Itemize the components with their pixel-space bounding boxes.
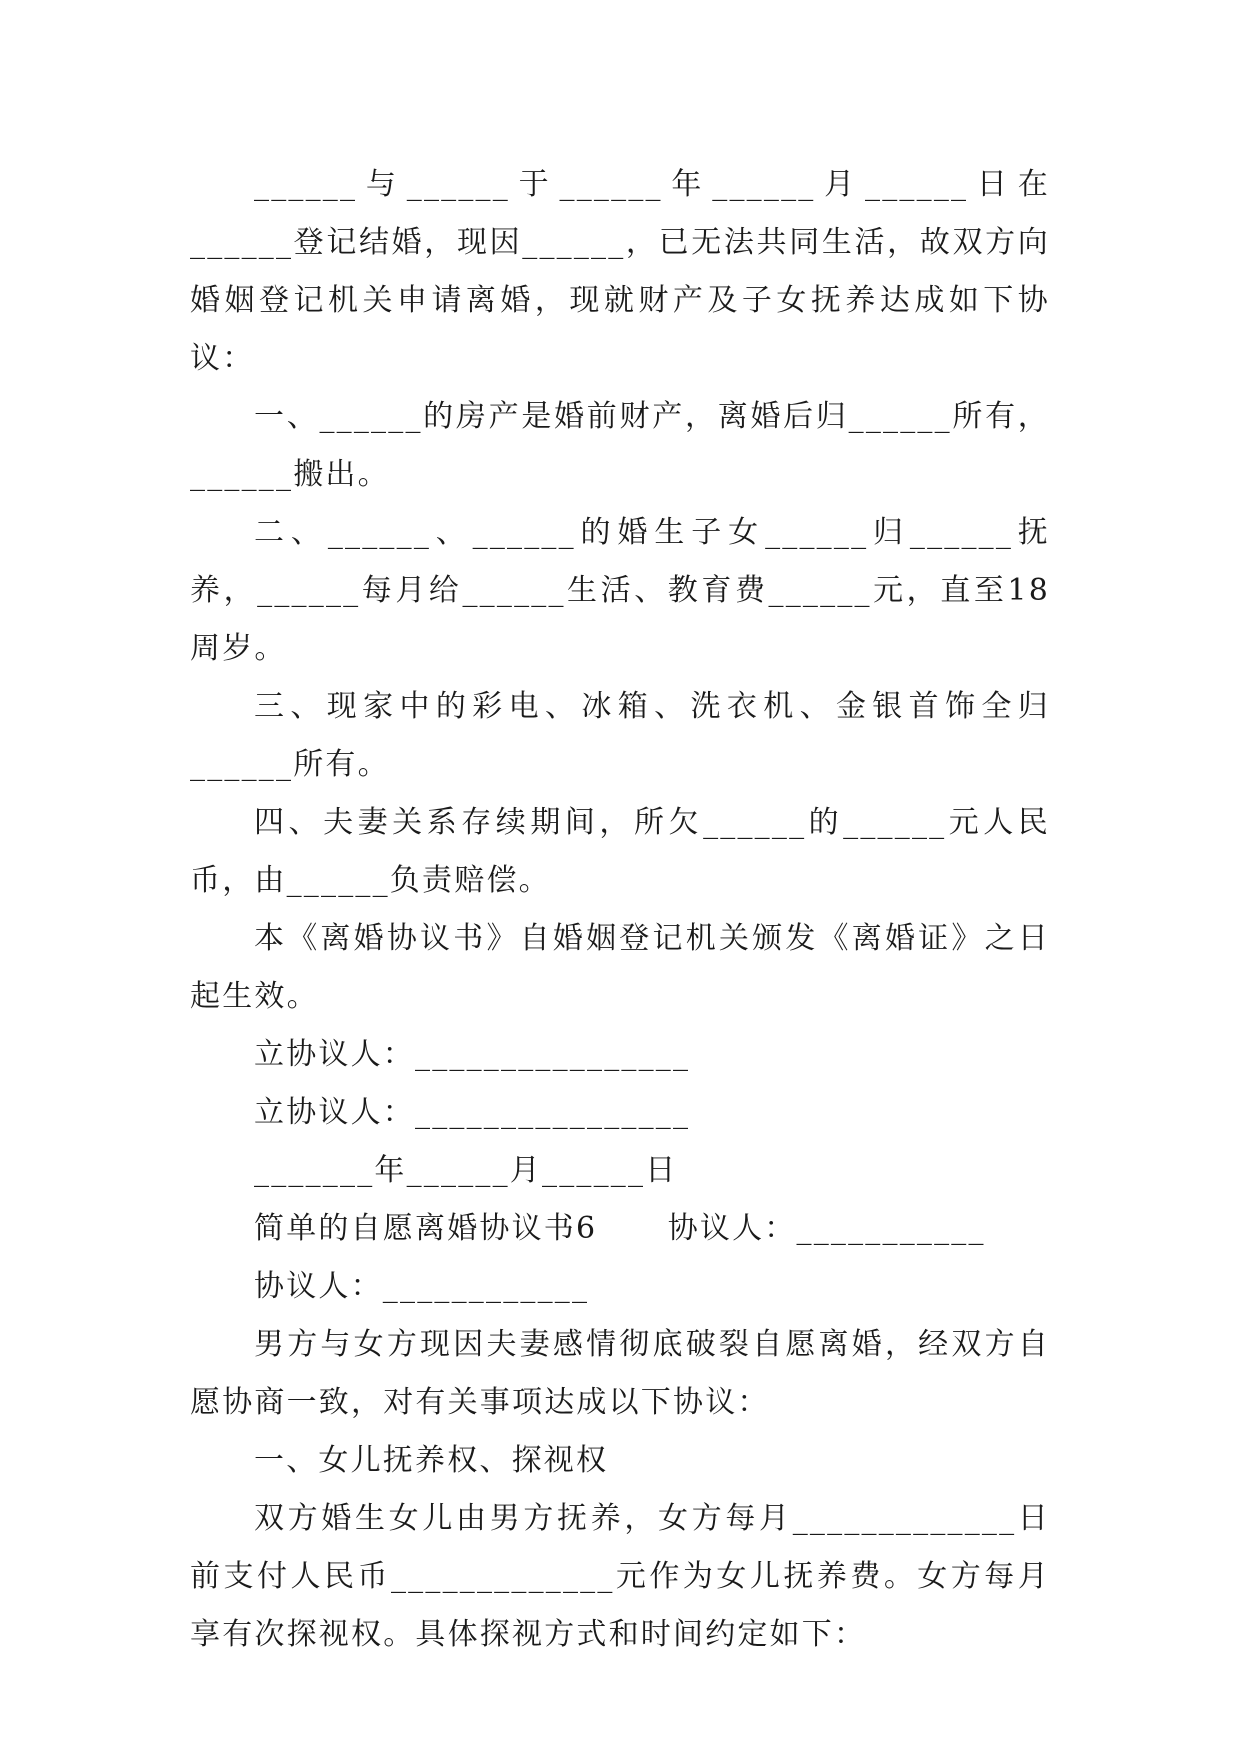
date-line: _______年______月______日	[254, 1153, 678, 1188]
clause-three-paragraph: 三、现家中的彩电、冰箱、洗衣机、金银首饰全归______所有。	[190, 689, 1050, 782]
custody-paragraph: 双方婚生女儿由男方抚养，女方每月_____________日前支付人民币_____________元作为女儿抚养费。女方每月享有次探视权。具体探视方式和时间约定如下：	[190, 1501, 1050, 1652]
clause-four-paragraph: 四、夫妻关系存续期间，所欠______的______元人民币，由______负责赔偿。	[190, 805, 1050, 898]
signer-line-2: 立协议人：________________	[254, 1095, 691, 1130]
signer-line-1: 立协议人：________________	[254, 1037, 691, 1072]
section-heading-custody: 一、女儿抚养权、探视权	[254, 1443, 609, 1478]
agreement-6-title: 简单的自愿离婚协议书6 协议人：___________	[254, 1211, 986, 1246]
effective-date-paragraph: 本《离婚协议书》自婚姻登记机关颁发《离婚证》之日起生效。	[190, 921, 1050, 1014]
clause-one-paragraph: 一、______的房产是婚前财产，离婚后归______所有，______搬出。	[190, 399, 1050, 492]
clause-two-paragraph: 二、______、______的婚生子女______归______抚养，______每月给______生活、教育费______元，直至18周岁。	[190, 515, 1050, 666]
document-body	[190, 156, 1050, 1664]
preamble-paragraph: 男方与女方现因夫妻感情彻底破裂自愿离婚，经双方自愿协商一致，对有关事项达成以下协议：	[190, 1327, 1050, 1420]
intro-paragraph: ______与______于______年______月______日在______登记结婚，现因______，已无法共同生活，故双方向婚姻登记机关申请离婚，现就财产及子女抚养达成如下协议：	[190, 167, 1050, 376]
party-line: 协议人：____________	[254, 1269, 590, 1304]
